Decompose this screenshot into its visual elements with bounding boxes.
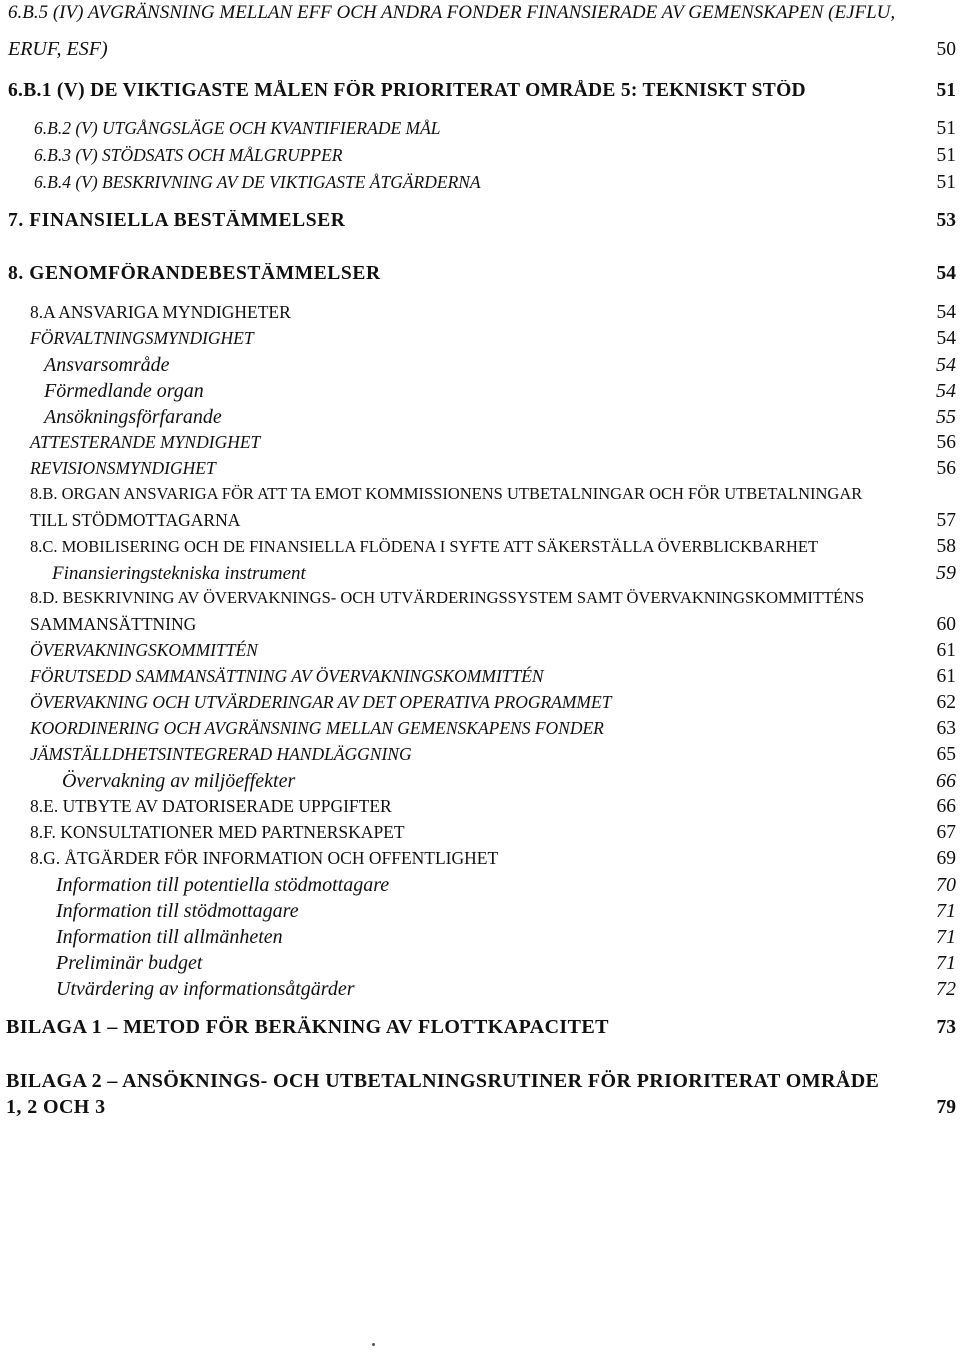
toc-entry-page: 51: [936, 80, 956, 101]
toc-entry-title: TILL STÖDMOTTAGARNA: [30, 510, 241, 530]
toc-entry[interactable]: [0, 1016, 960, 1042]
toc-entry[interactable]: [0, 822, 960, 848]
toc-entry-title: 8.G. ÅTGÄRDER FÖR INFORMATION OCH OFFENTLIGHET: [30, 848, 499, 868]
toc-entry-page: 61: [936, 640, 956, 661]
toc-entry-title: SAMMANSÄTTNING: [30, 614, 197, 634]
toc-entry-title: BILAGA 1 – METOD FÖR BERÄKNING AV FLOTTKAPACITET: [6, 1016, 609, 1038]
toc-entry-page: 71: [936, 900, 956, 922]
toc-entry[interactable]: [0, 172, 960, 198]
toc-entry[interactable]: [0, 900, 960, 926]
toc-entry[interactable]: [0, 718, 960, 744]
toc-entry[interactable]: [0, 744, 960, 770]
toc-entry[interactable]: [0, 510, 960, 536]
toc-entry-title: Ansvarsområde: [44, 354, 170, 376]
toc-entry[interactable]: [0, 614, 960, 640]
toc-entry[interactable]: [0, 80, 960, 106]
toc-entry-title: Förmedlande organ: [44, 380, 204, 402]
toc-entry[interactable]: [0, 263, 960, 289]
toc-entry-title: FÖRVALTNINGSMYNDIGHET: [30, 328, 254, 348]
toc-entry-title: 6.B.4 (V) BESKRIVNING AV DE VIKTIGASTE ÅTGÄRDERNA: [34, 172, 481, 192]
toc-entry-title: 1, 2 OCH 3: [6, 1096, 106, 1118]
toc-entry-title: ÖVERVAKNINGSKOMMITTÉN: [30, 640, 258, 660]
toc-entry[interactable]: [0, 640, 960, 666]
toc-entry-page: 67: [936, 822, 956, 843]
toc-entry[interactable]: [0, 1096, 960, 1122]
toc-entry-page: 54: [936, 263, 956, 284]
toc-entry-title: 8.D. BESKRIVNING AV ÖVERVAKNINGS- OCH UTVÄRDERINGSSYSTEM SAMT ÖVERVAKNINGSKOMMITTÉNS: [30, 588, 865, 607]
toc-entry-title: Information till potentiella stödmottagare: [56, 874, 390, 896]
toc-entry-title: 8.B. ORGAN ANSVARIGA FÖR ATT TA EMOT KOMMISSIONENS UTBETALNINGAR OCH FÖR UTBETALNINGAR: [30, 484, 863, 503]
toc-entry[interactable]: [0, 562, 960, 588]
toc-entry-title: 8.F. KONSULTATIONER MED PARTNERSKAPET: [30, 822, 405, 842]
toc-entry-page: 50: [936, 39, 956, 60]
toc-entry-page: 72: [936, 978, 956, 1000]
toc-entry-page: 51: [936, 145, 956, 166]
toc-entry[interactable]: [0, 328, 960, 354]
toc-entry-page: 65: [936, 744, 956, 765]
toc-entry[interactable]: [0, 210, 960, 236]
toc-entry-title: REVISIONSMYNDIGHET: [30, 458, 216, 478]
toc-entry-page: 55: [936, 406, 956, 428]
toc-entry[interactable]: [0, 770, 960, 796]
toc-entry-title: 6.B.2 (V) UTGÅNGSLÄGE OCH KVANTIFIERADE MÅL: [34, 118, 441, 138]
toc-entry-title: Utvärdering av informationsåtgärder: [56, 978, 355, 1000]
toc-entry[interactable]: [0, 145, 960, 171]
toc-entry-title: Information till allmänheten: [56, 926, 283, 948]
toc-entry[interactable]: [0, 380, 960, 406]
toc-entry-page: 54: [936, 354, 956, 376]
toc-entry-page: 59: [936, 562, 956, 584]
toc-entry[interactable]: [0, 926, 960, 952]
toc-entry-page: 54: [936, 302, 956, 323]
toc-entry[interactable]: [0, 1070, 960, 1096]
toc-entry[interactable]: [0, 978, 960, 1004]
toc-entry-page: 79: [936, 1097, 956, 1118]
toc-entry-title: ERUF, ESF): [8, 38, 108, 60]
toc-entry-page: 56: [936, 458, 956, 479]
toc-entry-title: KOORDINERING OCH AVGRÄNSNING MELLAN GEMENSKAPENS FONDER: [30, 718, 604, 738]
toc-entry-title: 8.A ANSVARIGA MYNDIGHETER: [30, 302, 291, 322]
toc-entry[interactable]: [0, 354, 960, 380]
toc-entry-page: 61: [936, 666, 956, 687]
toc-entry-title: FÖRUTSEDD SAMMANSÄTTNING AV ÖVERVAKNINGSKOMMITTÉN: [30, 666, 544, 686]
toc-entry-title: Preliminär budget: [56, 952, 203, 974]
toc-entry-page: 66: [936, 770, 956, 792]
toc-entry[interactable]: [0, 848, 960, 874]
toc-entry-title: ATTESTERANDE MYNDIGHET: [30, 432, 261, 452]
toc-entry-page: 62: [936, 692, 956, 713]
toc-entry-page: 71: [936, 926, 956, 948]
toc-entry-title: 6.B.5 (IV) AVGRÄNSNING MELLAN EFF OCH ANDRA FONDER FINANSIERADE AV GEMENSKAPEN (EJFLU,: [8, 2, 896, 23]
toc-entry-page: 54: [936, 380, 956, 402]
toc-entry-page: 53: [936, 210, 956, 231]
toc-entry-title: JÄMSTÄLLDHETSINTEGRERAD HANDLÄGGNING: [30, 744, 412, 764]
toc-entry[interactable]: [0, 432, 960, 458]
toc-entry-title: Ansökningsförfarande: [44, 406, 222, 428]
toc-entry[interactable]: [0, 2, 960, 28]
toc-entry-title: BILAGA 2 – ANSÖKNINGS- OCH UTBETALNINGSRUTINER FÖR PRIORITERAT OMRÅDE: [6, 1070, 880, 1092]
toc-entry[interactable]: [0, 406, 960, 432]
scan-speck: [372, 1343, 375, 1346]
toc-entry[interactable]: [0, 118, 960, 144]
toc-entry-page: 54: [936, 328, 956, 349]
toc-entry-page: 73: [936, 1017, 956, 1038]
toc-entry[interactable]: [0, 38, 960, 64]
toc-entry-page: 51: [936, 172, 956, 193]
toc-entry-page: 69: [936, 848, 956, 869]
toc-entry-page: 51: [936, 118, 956, 139]
toc-entry[interactable]: [0, 536, 960, 562]
toc-entry-page: 58: [936, 536, 956, 557]
toc-entry-title: ÖVERVAKNING OCH UTVÄRDERINGAR AV DET OPERATIVA PROGRAMMET: [30, 692, 612, 712]
toc-entry-page: 57: [936, 510, 956, 531]
toc-entry[interactable]: [0, 796, 960, 822]
toc-entry-title: Information till stödmottagare: [56, 900, 299, 922]
toc-entry[interactable]: [0, 874, 960, 900]
toc-entry-title: Övervakning av miljöeffekter: [62, 770, 296, 792]
toc-entry-page: 56: [936, 432, 956, 453]
toc-entry-title: Finansieringstekniska instrument: [52, 563, 306, 584]
toc-entry-page: 71: [936, 952, 956, 974]
toc-entry[interactable]: [0, 458, 960, 484]
toc-entry-title: 6.B.3 (V) STÖDSATS OCH MÅLGRUPPER: [34, 145, 343, 165]
toc-entry-title: 8. GENOMFÖRANDEBESTÄMMELSER: [8, 263, 381, 284]
toc-entry-page: 60: [936, 614, 956, 635]
toc-entry-page: 66: [936, 796, 956, 817]
toc-entry-title: 8.C. MOBILISERING OCH DE FINANSIELLA FLÖDENA I SYFTE ATT SÄKERSTÄLLA ÖVERBLICKBARHET: [30, 537, 819, 556]
toc-entry-page: 70: [936, 874, 956, 896]
toc-entry-title: 8.E. UTBYTE AV DATORISERADE UPPGIFTER: [30, 796, 392, 816]
toc-entry-title: 7. FINANSIELLA BESTÄMMELSER: [8, 210, 346, 231]
toc-entry-page: 63: [936, 718, 956, 739]
toc-entry[interactable]: [0, 484, 960, 510]
toc-entry[interactable]: [0, 588, 960, 614]
toc-entry[interactable]: [0, 302, 960, 328]
toc-entry[interactable]: [0, 666, 960, 692]
toc-entry[interactable]: [0, 692, 960, 718]
toc-entry[interactable]: [0, 952, 960, 978]
toc-entry-title: 6.B.1 (V) DE VIKTIGASTE MÅLEN FÖR PRIORITERAT OMRÅDE 5: TEKNISKT STÖD: [8, 80, 806, 101]
